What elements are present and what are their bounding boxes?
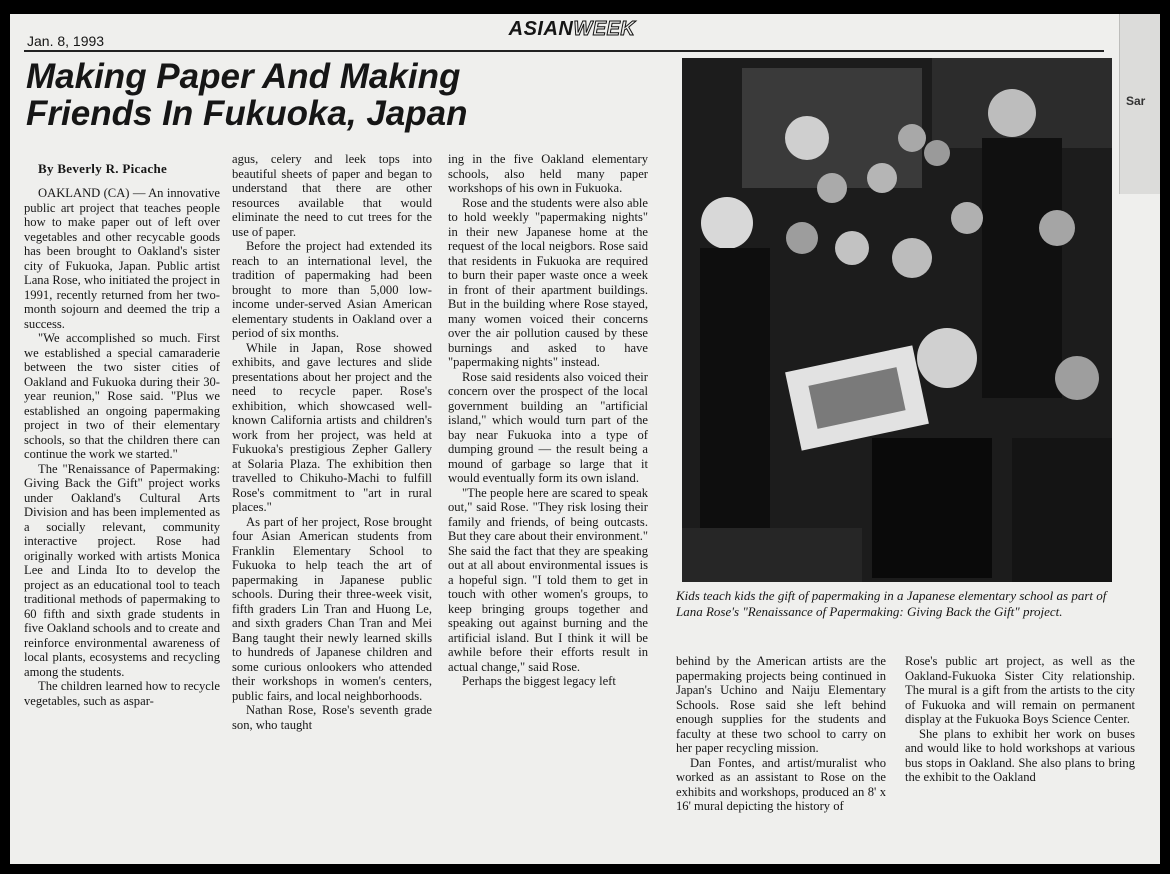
paragraph: As part of her project, Rose brought four Asian American students from Franklin Elementary School to Fukuoka to help teach the art of papermaking in Japanese public schools. During their three-week visit, fifth graders Lin Tran and Huong Le, and sixth graders Chan Tran and Mei Bang taught their newly learned skills to hundreds of Japanese children and some curious onlookers who attended their workshops in women's centers, public fairs, and local neighborhoods. — [232, 514, 432, 703]
header-rule — [24, 50, 1104, 52]
paragraph: "We accomplished so much. First we established a special camaraderie between the two sister cities of Oakland and Fukuoka during their 30-year reunion," Rose said. "Plus we established an ongoing papermaking project in two of their elementary schools, so that the children there can continue the work we started." — [24, 331, 220, 461]
article-column-3 — [448, 152, 648, 852]
paragraph: While in Japan, Rose showed exhibits, and gave lectures and slide presentations about her project and the need to recycle paper. Rose's exhibition, which showcased well-known California artists and children's work from her project, was held at Fukuoka's prestigious Zepher Gallery at Solaria Plaza. The exhibition then travelled to Chikuho-Machi to fulfill Rose's commitment to "art in rural places." — [232, 340, 432, 514]
article-photo — [682, 58, 1112, 582]
issue-date: Jan. 8, 1993 — [27, 33, 105, 49]
paragraph: Dan Fontes, and artist/muralist who worked as an assistant to Rose on the exhibits and workshops, produced an 8' x 16' mural depicting the history of — [676, 755, 886, 813]
photo-caption: Kids teach kids the gift of papermaking in a Japanese elementary school as part of Lana Rose's "Renaissance of Papermaking: Giving Back the Gift" project. — [676, 588, 1107, 619]
article-column-4 — [676, 654, 886, 854]
paragraph: Nathan Rose, Rose's seventh grade son, who taught — [232, 703, 432, 732]
paragraph: Rose and the students were also able to hold weekly "papermaking nights" in their new Japanese home at the request of the local neigbors. Rose said that residents in Fukuoka are required to burn their paper waste once a week in front of their apartment buildings. But in the building where Rose stayed, many women voiced their concerns over the air pollution caused by these burnings and asked to have "papermaking nights" instead. — [448, 195, 648, 369]
paragraph: She plans to exhibit her work on buses and would like to hold workshops at various bus stops in Oakland. She also plans to bring the exhibit to the Oakland — [905, 726, 1135, 784]
paragraph: "The people here are scared to speak out," said Rose. "They risk losing their family and friends, of being outcasts. But they care about their environment." She said the fact that they are speaking out at all about environmental issues is a hopeful sign. "I told them to get in touch with other women's groups, to keep bringing groups together and speaking out against burning and the artificial island. But I think it will be awhile before their efforts result in actual change," said Rose. — [448, 485, 648, 674]
masthead-asian: ASIAN — [508, 18, 574, 40]
article-column-2 — [232, 152, 432, 852]
paragraph: OAKLAND (CA) — An innovative public art project that teaches people how to make paper out of left over vegetables and other recycable goods has been brought to Oakland's sister city of Fukuoka, Japan. Public artist Lana Rose, who initiated the project in 1991, recently returned from her two-month sojourn and deemed the trip a success. — [24, 186, 220, 331]
paragraph: agus, celery and leek tops into beautiful sheets of paper and began to understand that there are other resources available that would eliminate the need to cut trees for the use of paper. — [232, 152, 432, 239]
masthead — [472, 18, 672, 41]
next-page-fragment: Sar — [1126, 94, 1146, 108]
article-column-5 — [905, 654, 1135, 854]
paragraph: Rose said residents also voiced their concern over the prospect of the local government building an "artificial island," which would turn part of the bay near Fukuoka into a type of dumping ground — the result being a mound of garbage so large that it would eventually form its own island. — [448, 369, 648, 485]
masthead-week: WEEK — [573, 18, 636, 40]
paragraph: Rose's public art project, as well as the Oakland-Fukuoka Sister City relationship. The mural is a gift from the artists to the city of Fukuoka and will remain on permanent display at the Fukuoka Boys Science Center. — [905, 654, 1135, 726]
article-column-1 — [24, 186, 220, 846]
next-page-edge — [1119, 14, 1160, 194]
paragraph: Perhaps the biggest legacy left — [462, 674, 616, 688]
paragraph: behind by the American artists are the papermaking projects being continued in Japan's Uchino and Naiju Elementary Schools. Rose said she left behind enough supplies for the students and faculty at these two school to carry on her paper recycling mission. — [676, 654, 886, 755]
paragraph: The "Renaissance of Papermaking: Giving Back the Gift" project works under Oakland's Cultural Arts Division and has been implemented as a socially relevant, community interactive project. Rose had originally worked with artists Monica Lee and Linda Ito to develop the project as an educational tool to teach traditional methods of papermaking to 60 fifth and sixth grade students in five Oakland schools and to create and reinforce environmental awareness of local plants, ecosystems and recycling among the students. — [24, 461, 220, 679]
paragraph: Before the project had extended its reach to an international level, the tradition of papermaking had been brought to more than 5,000 low-income under-served Asian American elementary students in Oakland over a period of six months. — [232, 239, 432, 340]
newspaper-clipping — [10, 14, 1160, 864]
headline: Making Paper And Making Friends In Fukuoka, Japan — [26, 57, 468, 133]
paragraph: ing in the five Oakland elementary schools, also held many paper workshops of his own in Fukuoka. — [448, 152, 648, 195]
byline: By Beverly R. Picache — [38, 161, 168, 176]
children-papermaking-photo — [682, 58, 1112, 582]
paragraph: The children learned how to recycle vegetables, such as aspar- — [24, 679, 220, 708]
